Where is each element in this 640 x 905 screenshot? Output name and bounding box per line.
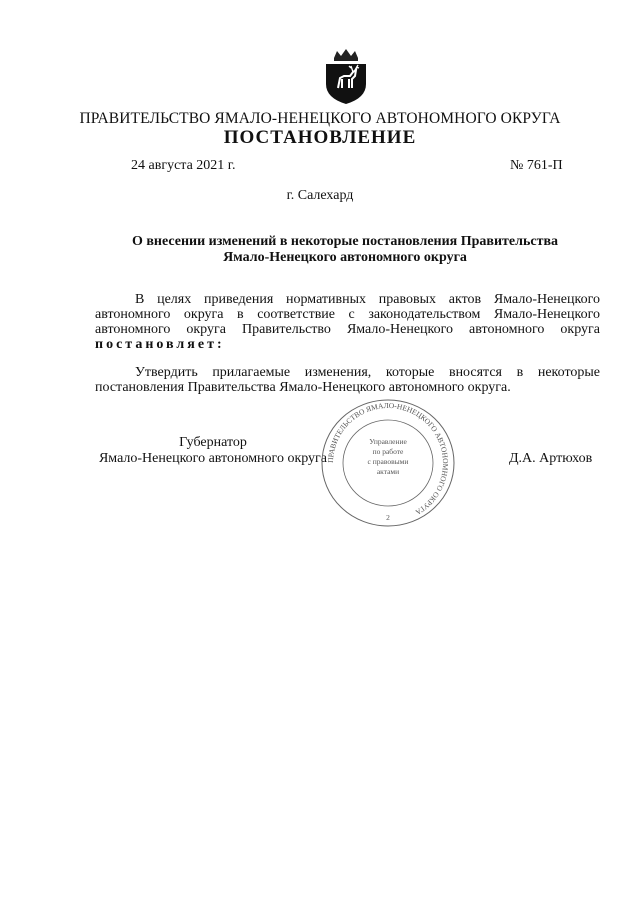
- document-city: г. Салехард: [286, 188, 354, 203]
- document-date: 24 августа 2021 г.: [131, 158, 236, 173]
- subject-line-2: Ямало-Ненецкого автономного округа: [223, 250, 467, 265]
- resolve-word: постановляет:: [95, 337, 225, 352]
- stamp-number: 2: [386, 513, 390, 522]
- stamp-center-line-3: с правовыми: [367, 457, 409, 466]
- stamp-center-line-1: Управление: [369, 437, 407, 446]
- stamp-center-line-2: по работе: [372, 447, 404, 456]
- stamp-seal-icon: [318, 396, 458, 530]
- yamal-nenets-coat-of-arms-icon: [320, 48, 372, 106]
- preamble-text: В целях приведения нормативных правовых актов Ямало-Ненецкого автономного округа в соответствие с законодательством Ямало-Ненецкого автономного округа Правительство Ямало-Ненецкого автономного округа: [95, 292, 600, 337]
- document-subject: [100, 234, 590, 266]
- stamp-ring-text: ПРАВИТЕЛЬСТВО ЯМАЛО-НЕНЕЦКОГО АВТОНОМНОГО ОКРУГА: [325, 400, 451, 517]
- subject-line-1: О внесении изменений в некоторые постановления Правительства: [131, 234, 559, 249]
- government-title: ПРАВИТЕЛЬСТВО ЯМАЛО-НЕНЕЦКОГО АВТОНОМНОГО ОКРУГА: [79, 110, 561, 127]
- signatory-title-line-1: Губернатор: [179, 435, 247, 450]
- operative-paragraph: Утвердить прилагаемые изменения, которые вносятся в некоторые постановления Правительства Ямало-Ненецкого автономного округа.: [95, 365, 600, 395]
- stamp-center-line-4: актами: [376, 467, 400, 476]
- signatory-name: Д.А. Артюхов: [509, 451, 593, 466]
- preamble-paragraph: [95, 292, 600, 352]
- document-type: ПОСТАНОВЛЕНИЕ: [223, 127, 417, 148]
- document-number: № 761-П: [510, 158, 563, 173]
- signatory-title: [93, 435, 333, 467]
- signatory-title-line-2: Ямало-Ненецкого автономного округа: [98, 451, 328, 466]
